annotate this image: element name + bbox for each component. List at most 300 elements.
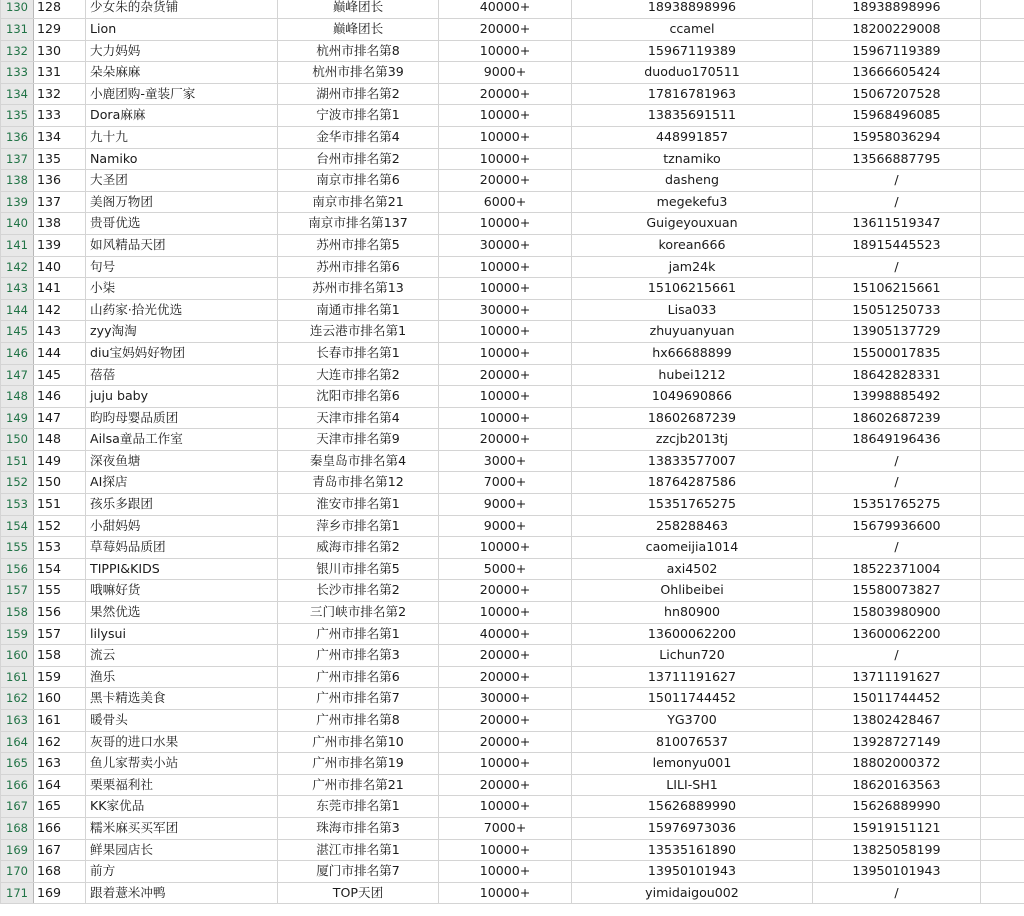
cell-rank[interactable]: 银川市排名第5: [278, 558, 439, 580]
cell-phone[interactable]: 13566887795: [813, 148, 981, 170]
cell-empty[interactable]: [981, 342, 1024, 364]
cell-index[interactable]: 163: [34, 753, 86, 775]
cell-rank[interactable]: 青岛市排名第12: [278, 472, 439, 494]
cell-wechat[interactable]: zzcjb2013tj: [572, 429, 813, 451]
cell-empty[interactable]: [981, 861, 1024, 883]
cell-group-name[interactable]: 渔乐: [86, 666, 278, 688]
cell-index[interactable]: 169: [34, 882, 86, 904]
cell-empty[interactable]: [981, 710, 1024, 732]
cell-wechat[interactable]: 13535161890: [572, 839, 813, 861]
cell-empty[interactable]: [981, 126, 1024, 148]
cell-followers[interactable]: 10000+: [439, 407, 572, 429]
cell-followers[interactable]: 20000+: [439, 364, 572, 386]
cell-wechat[interactable]: 13600062200: [572, 623, 813, 645]
cell-phone[interactable]: /: [813, 450, 981, 472]
cell-group-name[interactable]: 草莓妈品质团: [86, 537, 278, 559]
cell-wechat[interactable]: lemonyu001: [572, 753, 813, 775]
cell-followers[interactable]: 10000+: [439, 105, 572, 127]
cell-group-name[interactable]: 九十九: [86, 126, 278, 148]
cell-index[interactable]: 148: [34, 429, 86, 451]
row-header[interactable]: 165: [1, 753, 34, 775]
cell-rank[interactable]: 珠海市排名第3: [278, 817, 439, 839]
cell-empty[interactable]: [981, 558, 1024, 580]
cell-phone[interactable]: 18915445523: [813, 234, 981, 256]
cell-empty[interactable]: [981, 882, 1024, 904]
cell-followers[interactable]: 9000+: [439, 515, 572, 537]
row-header[interactable]: 137: [1, 148, 34, 170]
cell-group-name[interactable]: juju baby: [86, 386, 278, 408]
row-header[interactable]: 154: [1, 515, 34, 537]
cell-index[interactable]: 158: [34, 645, 86, 667]
cell-wechat[interactable]: 15106215661: [572, 278, 813, 300]
cell-index[interactable]: 151: [34, 494, 86, 516]
cell-followers[interactable]: 20000+: [439, 774, 572, 796]
cell-followers[interactable]: 10000+: [439, 213, 572, 235]
cell-wechat[interactable]: yimidaigou002: [572, 882, 813, 904]
cell-followers[interactable]: 7000+: [439, 817, 572, 839]
row-header[interactable]: 149: [1, 407, 34, 429]
cell-rank[interactable]: 广州市排名第3: [278, 645, 439, 667]
cell-group-name[interactable]: 果然优选: [86, 602, 278, 624]
cell-phone[interactable]: 13666605424: [813, 62, 981, 84]
cell-followers[interactable]: 10000+: [439, 148, 572, 170]
cell-rank[interactable]: 南京市排名第21: [278, 191, 439, 213]
cell-group-name[interactable]: 句号: [86, 256, 278, 278]
cell-followers[interactable]: 10000+: [439, 861, 572, 883]
row-header[interactable]: 163: [1, 710, 34, 732]
cell-followers[interactable]: 9000+: [439, 62, 572, 84]
cell-empty[interactable]: [981, 753, 1024, 775]
cell-index[interactable]: 136: [34, 170, 86, 192]
cell-phone[interactable]: 18802000372: [813, 753, 981, 775]
cell-group-name[interactable]: 蓓蓓: [86, 364, 278, 386]
cell-followers[interactable]: 30000+: [439, 299, 572, 321]
cell-phone[interactable]: /: [813, 645, 981, 667]
cell-followers[interactable]: 10000+: [439, 278, 572, 300]
cell-rank[interactable]: 天津市排名第4: [278, 407, 439, 429]
cell-index[interactable]: 167: [34, 839, 86, 861]
cell-wechat[interactable]: Lichun720: [572, 645, 813, 667]
cell-wechat[interactable]: 13950101943: [572, 861, 813, 883]
row-header[interactable]: 131: [1, 19, 34, 41]
cell-group-name[interactable]: 跟着薏米冲鸭: [86, 882, 278, 904]
cell-group-name[interactable]: 前方: [86, 861, 278, 883]
cell-empty[interactable]: [981, 515, 1024, 537]
row-header[interactable]: 141: [1, 234, 34, 256]
cell-wechat[interactable]: 15011744452: [572, 688, 813, 710]
cell-phone[interactable]: /: [813, 170, 981, 192]
row-header[interactable]: 142: [1, 256, 34, 278]
cell-empty[interactable]: [981, 537, 1024, 559]
cell-followers[interactable]: 10000+: [439, 342, 572, 364]
cell-group-name[interactable]: 朵朵麻麻: [86, 62, 278, 84]
cell-empty[interactable]: [981, 386, 1024, 408]
cell-empty[interactable]: [981, 472, 1024, 494]
cell-rank[interactable]: 金华市排名第4: [278, 126, 439, 148]
cell-phone[interactable]: 13711191627: [813, 666, 981, 688]
cell-phone[interactable]: 15626889990: [813, 796, 981, 818]
cell-group-name[interactable]: 美阁万物团: [86, 191, 278, 213]
cell-rank[interactable]: 南京市排名第6: [278, 170, 439, 192]
cell-rank[interactable]: 广州市排名第21: [278, 774, 439, 796]
cell-rank[interactable]: 杭州市排名第39: [278, 62, 439, 84]
cell-wechat[interactable]: 15967119389: [572, 40, 813, 62]
cell-followers[interactable]: 20000+: [439, 83, 572, 105]
cell-rank[interactable]: 萍乡市排名第1: [278, 515, 439, 537]
cell-index[interactable]: 143: [34, 321, 86, 343]
cell-group-name[interactable]: 大圣团: [86, 170, 278, 192]
cell-phone[interactable]: 18522371004: [813, 558, 981, 580]
cell-group-name[interactable]: 深夜鱼塘: [86, 450, 278, 472]
cell-group-name[interactable]: AI探店: [86, 472, 278, 494]
cell-group-name[interactable]: diu宝妈妈好物团: [86, 342, 278, 364]
cell-wechat[interactable]: 13833577007: [572, 450, 813, 472]
cell-group-name[interactable]: Namiko: [86, 148, 278, 170]
cell-phone[interactable]: 15106215661: [813, 278, 981, 300]
cell-wechat[interactable]: jam24k: [572, 256, 813, 278]
row-header[interactable]: 171: [1, 882, 34, 904]
cell-rank[interactable]: 台州市排名第2: [278, 148, 439, 170]
row-header[interactable]: 161: [1, 666, 34, 688]
cell-wechat[interactable]: 810076537: [572, 731, 813, 753]
cell-wechat[interactable]: caomeijia1014: [572, 537, 813, 559]
cell-wechat[interactable]: zhuyuanyuan: [572, 321, 813, 343]
cell-group-name[interactable]: Dora麻麻: [86, 105, 278, 127]
row-header[interactable]: 167: [1, 796, 34, 818]
cell-rank[interactable]: 湛江市排名第1: [278, 839, 439, 861]
cell-followers[interactable]: 20000+: [439, 731, 572, 753]
row-header[interactable]: 162: [1, 688, 34, 710]
cell-followers[interactable]: 30000+: [439, 688, 572, 710]
cell-rank[interactable]: 东莞市排名第1: [278, 796, 439, 818]
cell-empty[interactable]: [981, 83, 1024, 105]
cell-rank[interactable]: 连云港市排名第1: [278, 321, 439, 343]
cell-wechat[interactable]: 18938898996: [572, 0, 813, 19]
cell-group-name[interactable]: KK家优品: [86, 796, 278, 818]
row-header[interactable]: 159: [1, 623, 34, 645]
cell-index[interactable]: 130: [34, 40, 86, 62]
row-header[interactable]: 140: [1, 213, 34, 235]
cell-empty[interactable]: [981, 817, 1024, 839]
cell-index[interactable]: 135: [34, 148, 86, 170]
row-header[interactable]: 143: [1, 278, 34, 300]
cell-followers[interactable]: 10000+: [439, 256, 572, 278]
cell-index[interactable]: 131: [34, 62, 86, 84]
cell-phone[interactable]: 18200229008: [813, 19, 981, 41]
cell-wechat[interactable]: 13711191627: [572, 666, 813, 688]
cell-group-name[interactable]: 灰哥的进口水果: [86, 731, 278, 753]
row-header[interactable]: 151: [1, 450, 34, 472]
cell-phone[interactable]: 15067207528: [813, 83, 981, 105]
cell-phone[interactable]: 13950101943: [813, 861, 981, 883]
cell-empty[interactable]: [981, 40, 1024, 62]
cell-index[interactable]: 159: [34, 666, 86, 688]
cell-phone[interactable]: 15500017835: [813, 342, 981, 364]
row-header[interactable]: 166: [1, 774, 34, 796]
row-header[interactable]: 132: [1, 40, 34, 62]
cell-rank[interactable]: 南通市排名第1: [278, 299, 439, 321]
cell-followers[interactable]: 10000+: [439, 602, 572, 624]
cell-group-name[interactable]: 如风精品天团: [86, 234, 278, 256]
cell-followers[interactable]: 20000+: [439, 580, 572, 602]
row-header[interactable]: 156: [1, 558, 34, 580]
cell-group-name[interactable]: 大力妈妈: [86, 40, 278, 62]
cell-followers[interactable]: 20000+: [439, 19, 572, 41]
cell-index[interactable]: 154: [34, 558, 86, 580]
cell-rank[interactable]: 苏州市排名第6: [278, 256, 439, 278]
cell-wechat[interactable]: hn80900: [572, 602, 813, 624]
row-header[interactable]: 150: [1, 429, 34, 451]
cell-group-name[interactable]: Ailsa童品工作室: [86, 429, 278, 451]
cell-empty[interactable]: [981, 407, 1024, 429]
cell-wechat[interactable]: Lisa033: [572, 299, 813, 321]
cell-index[interactable]: 141: [34, 278, 86, 300]
cell-index[interactable]: 133: [34, 105, 86, 127]
cell-group-name[interactable]: 小甜妈妈: [86, 515, 278, 537]
cell-index[interactable]: 149: [34, 450, 86, 472]
row-header[interactable]: 138: [1, 170, 34, 192]
cell-rank[interactable]: 厦门市排名第7: [278, 861, 439, 883]
cell-rank[interactable]: 广州市排名第6: [278, 666, 439, 688]
cell-followers[interactable]: 10000+: [439, 40, 572, 62]
cell-group-name[interactable]: 黑卡精选美食: [86, 688, 278, 710]
cell-empty[interactable]: [981, 19, 1024, 41]
row-header[interactable]: 158: [1, 602, 34, 624]
cell-rank[interactable]: 南京市排名第137: [278, 213, 439, 235]
cell-wechat[interactable]: 13835691511: [572, 105, 813, 127]
cell-empty[interactable]: [981, 256, 1024, 278]
cell-phone[interactable]: /: [813, 472, 981, 494]
cell-empty[interactable]: [981, 731, 1024, 753]
cell-index[interactable]: 137: [34, 191, 86, 213]
cell-wechat[interactable]: ccamel: [572, 19, 813, 41]
cell-empty[interactable]: [981, 429, 1024, 451]
cell-followers[interactable]: 10000+: [439, 839, 572, 861]
cell-group-name[interactable]: 小鹿团购-童装厂家: [86, 83, 278, 105]
cell-group-name[interactable]: 贵哥优选: [86, 213, 278, 235]
cell-empty[interactable]: [981, 666, 1024, 688]
cell-empty[interactable]: [981, 494, 1024, 516]
cell-rank[interactable]: 广州市排名第7: [278, 688, 439, 710]
cell-wechat[interactable]: 15976973036: [572, 817, 813, 839]
cell-phone[interactable]: 15679936600: [813, 515, 981, 537]
cell-index[interactable]: 161: [34, 710, 86, 732]
cell-index[interactable]: 144: [34, 342, 86, 364]
cell-wechat[interactable]: 17816781963: [572, 83, 813, 105]
cell-group-name[interactable]: 鱼儿家帮卖小站: [86, 753, 278, 775]
cell-group-name[interactable]: Lion: [86, 19, 278, 41]
row-header[interactable]: 148: [1, 386, 34, 408]
row-header[interactable]: 133: [1, 62, 34, 84]
cell-empty[interactable]: [981, 191, 1024, 213]
cell-empty[interactable]: [981, 321, 1024, 343]
cell-empty[interactable]: [981, 645, 1024, 667]
row-header[interactable]: 169: [1, 839, 34, 861]
cell-rank[interactable]: 长春市排名第1: [278, 342, 439, 364]
cell-phone[interactable]: /: [813, 191, 981, 213]
cell-phone[interactable]: 15958036294: [813, 126, 981, 148]
cell-followers[interactable]: 20000+: [439, 429, 572, 451]
cell-empty[interactable]: [981, 688, 1024, 710]
cell-rank[interactable]: 广州市排名第19: [278, 753, 439, 775]
row-header[interactable]: 155: [1, 537, 34, 559]
cell-index[interactable]: 134: [34, 126, 86, 148]
row-header[interactable]: 164: [1, 731, 34, 753]
cell-index[interactable]: 129: [34, 19, 86, 41]
cell-rank[interactable]: 威海市排名第2: [278, 537, 439, 559]
cell-rank[interactable]: 大连市排名第2: [278, 364, 439, 386]
cell-followers[interactable]: 3000+: [439, 450, 572, 472]
row-header[interactable]: 168: [1, 817, 34, 839]
cell-phone[interactable]: 13905137729: [813, 321, 981, 343]
cell-followers[interactable]: 30000+: [439, 234, 572, 256]
cell-index[interactable]: 160: [34, 688, 86, 710]
cell-wechat[interactable]: Guigeyouxuan: [572, 213, 813, 235]
cell-group-name[interactable]: TIPPI&KIDS: [86, 558, 278, 580]
cell-phone[interactable]: 15051250733: [813, 299, 981, 321]
cell-empty[interactable]: [981, 170, 1024, 192]
cell-wechat[interactable]: hubei1212: [572, 364, 813, 386]
cell-rank[interactable]: 长沙市排名第2: [278, 580, 439, 602]
cell-index[interactable]: 153: [34, 537, 86, 559]
cell-followers[interactable]: 9000+: [439, 494, 572, 516]
cell-wechat[interactable]: axi4502: [572, 558, 813, 580]
cell-phone[interactable]: 15967119389: [813, 40, 981, 62]
cell-index[interactable]: 140: [34, 256, 86, 278]
cell-phone[interactable]: 13998885492: [813, 386, 981, 408]
cell-index[interactable]: 132: [34, 83, 86, 105]
cell-phone[interactable]: /: [813, 256, 981, 278]
cell-index[interactable]: 155: [34, 580, 86, 602]
cell-wechat[interactable]: duoduo170511: [572, 62, 813, 84]
row-header[interactable]: 152: [1, 472, 34, 494]
cell-rank[interactable]: 广州市排名第10: [278, 731, 439, 753]
cell-followers[interactable]: 10000+: [439, 386, 572, 408]
cell-wechat[interactable]: megekefu3: [572, 191, 813, 213]
cell-group-name[interactable]: zyy淘淘: [86, 321, 278, 343]
cell-rank[interactable]: 湖州市排名第2: [278, 83, 439, 105]
cell-group-name[interactable]: 山药家·拾光优选: [86, 299, 278, 321]
cell-phone[interactable]: 15011744452: [813, 688, 981, 710]
cell-rank[interactable]: 巅峰团长: [278, 19, 439, 41]
cell-group-name[interactable]: 鲜果园店长: [86, 839, 278, 861]
row-header[interactable]: 145: [1, 321, 34, 343]
cell-followers[interactable]: 7000+: [439, 472, 572, 494]
cell-index[interactable]: 168: [34, 861, 86, 883]
cell-wechat[interactable]: 448991857: [572, 126, 813, 148]
cell-wechat[interactable]: 15626889990: [572, 796, 813, 818]
cell-rank[interactable]: 苏州市排名第13: [278, 278, 439, 300]
cell-empty[interactable]: [981, 796, 1024, 818]
cell-empty[interactable]: [981, 213, 1024, 235]
cell-index[interactable]: 152: [34, 515, 86, 537]
cell-index[interactable]: 147: [34, 407, 86, 429]
cell-followers[interactable]: 10000+: [439, 753, 572, 775]
cell-phone[interactable]: 13611519347: [813, 213, 981, 235]
cell-rank[interactable]: 杭州市排名第8: [278, 40, 439, 62]
cell-followers[interactable]: 10000+: [439, 882, 572, 904]
cell-phone[interactable]: 18938898996: [813, 0, 981, 19]
cell-followers[interactable]: 10000+: [439, 126, 572, 148]
cell-index[interactable]: 150: [34, 472, 86, 494]
cell-followers[interactable]: 6000+: [439, 191, 572, 213]
cell-wechat[interactable]: LILI-SH1: [572, 774, 813, 796]
cell-phone[interactable]: 18620163563: [813, 774, 981, 796]
cell-followers[interactable]: 10000+: [439, 796, 572, 818]
cell-followers[interactable]: 20000+: [439, 710, 572, 732]
cell-group-name[interactable]: 昀昀母婴品质团: [86, 407, 278, 429]
cell-followers[interactable]: 40000+: [439, 0, 572, 19]
cell-rank[interactable]: 沈阳市排名第6: [278, 386, 439, 408]
row-header[interactable]: 157: [1, 580, 34, 602]
cell-followers[interactable]: 20000+: [439, 170, 572, 192]
row-header[interactable]: 136: [1, 126, 34, 148]
cell-index[interactable]: 162: [34, 731, 86, 753]
cell-phone[interactable]: 18649196436: [813, 429, 981, 451]
row-header[interactable]: 134: [1, 83, 34, 105]
cell-index[interactable]: 139: [34, 234, 86, 256]
cell-phone[interactable]: 15803980900: [813, 602, 981, 624]
cell-wechat[interactable]: hx66688899: [572, 342, 813, 364]
cell-group-name[interactable]: 栗栗福利社: [86, 774, 278, 796]
cell-wechat[interactable]: dasheng: [572, 170, 813, 192]
cell-phone[interactable]: 15919151121: [813, 817, 981, 839]
cell-group-name[interactable]: lilysui: [86, 623, 278, 645]
cell-wechat[interactable]: YG3700: [572, 710, 813, 732]
cell-rank[interactable]: 天津市排名第9: [278, 429, 439, 451]
cell-empty[interactable]: [981, 234, 1024, 256]
cell-empty[interactable]: [981, 62, 1024, 84]
cell-group-name[interactable]: 少女朱的杂货铺: [86, 0, 278, 19]
cell-empty[interactable]: [981, 580, 1024, 602]
row-header[interactable]: 135: [1, 105, 34, 127]
cell-group-name[interactable]: 孩乐多跟团: [86, 494, 278, 516]
cell-rank[interactable]: 宁波市排名第1: [278, 105, 439, 127]
cell-empty[interactable]: [981, 148, 1024, 170]
cell-phone[interactable]: 13802428467: [813, 710, 981, 732]
cell-empty[interactable]: [981, 364, 1024, 386]
cell-wechat[interactable]: Ohlibeibei: [572, 580, 813, 602]
row-header[interactable]: 160: [1, 645, 34, 667]
cell-index[interactable]: 128: [34, 0, 86, 19]
row-header[interactable]: 130: [1, 0, 34, 19]
row-header[interactable]: 144: [1, 299, 34, 321]
cell-index[interactable]: 142: [34, 299, 86, 321]
cell-group-name[interactable]: 哦嘛好货: [86, 580, 278, 602]
cell-phone[interactable]: 13928727149: [813, 731, 981, 753]
cell-phone[interactable]: 15580073827: [813, 580, 981, 602]
cell-empty[interactable]: [981, 450, 1024, 472]
cell-index[interactable]: 138: [34, 213, 86, 235]
cell-phone[interactable]: /: [813, 882, 981, 904]
cell-group-name[interactable]: 流云: [86, 645, 278, 667]
cell-empty[interactable]: [981, 105, 1024, 127]
cell-followers[interactable]: 20000+: [439, 666, 572, 688]
cell-index[interactable]: 165: [34, 796, 86, 818]
cell-wechat[interactable]: korean666: [572, 234, 813, 256]
cell-wechat[interactable]: 1049690866: [572, 386, 813, 408]
cell-empty[interactable]: [981, 278, 1024, 300]
cell-group-name[interactable]: 小柒: [86, 278, 278, 300]
cell-phone[interactable]: 13825058199: [813, 839, 981, 861]
cell-wechat[interactable]: 258288463: [572, 515, 813, 537]
cell-phone[interactable]: 15968496085: [813, 105, 981, 127]
cell-group-name[interactable]: 暖骨头: [86, 710, 278, 732]
cell-phone[interactable]: 18602687239: [813, 407, 981, 429]
cell-rank[interactable]: TOP天团: [278, 882, 439, 904]
cell-index[interactable]: 166: [34, 817, 86, 839]
row-header[interactable]: 146: [1, 342, 34, 364]
